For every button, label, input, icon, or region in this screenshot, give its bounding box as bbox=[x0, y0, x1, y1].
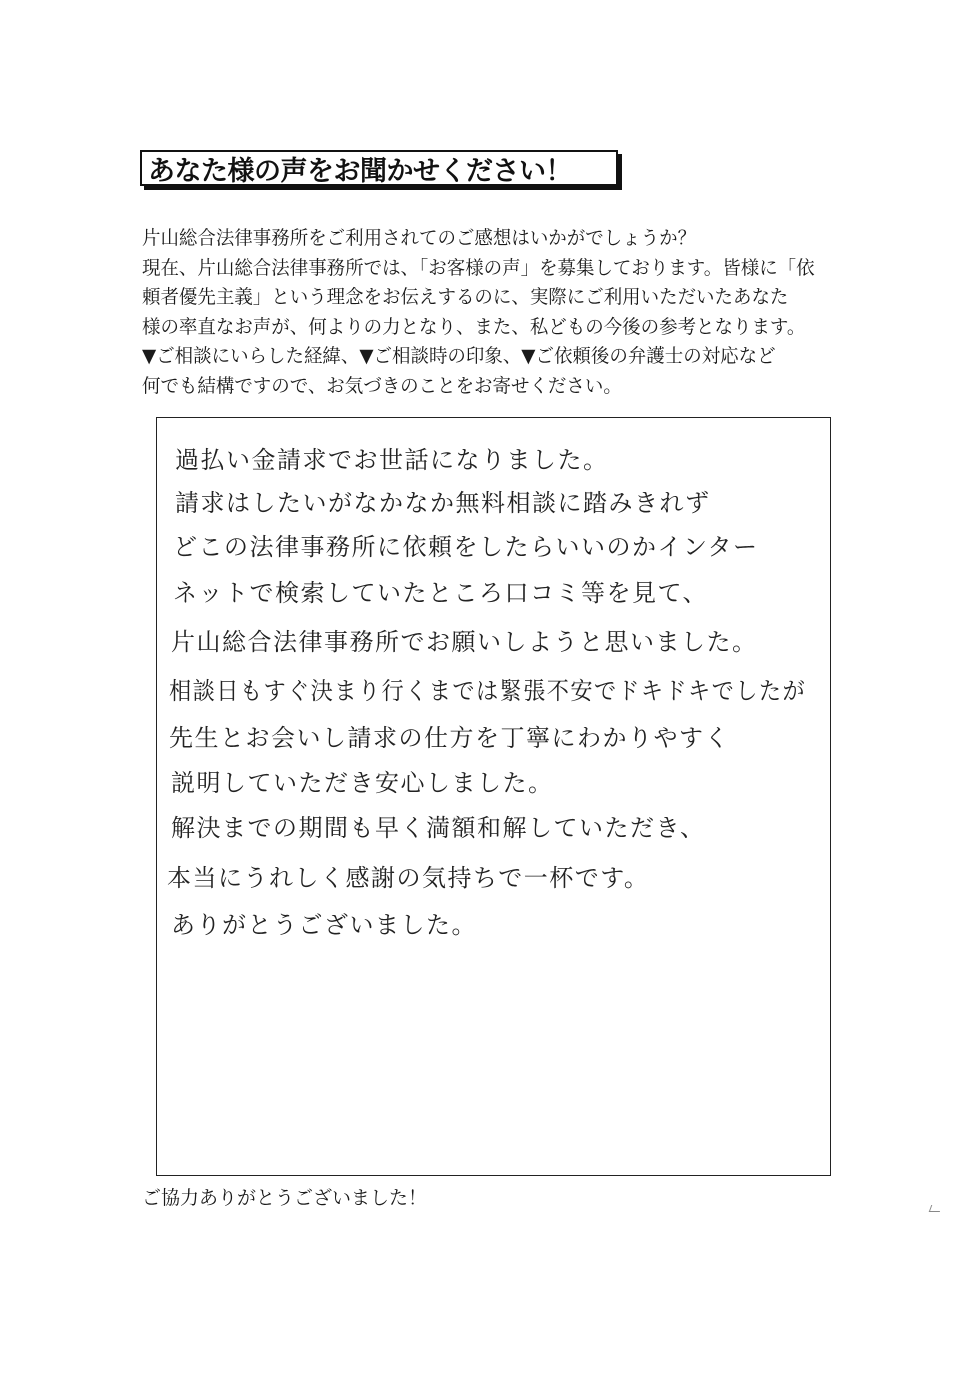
handwritten-line: 先生とお会いし請求の仕方を丁寧にわかりやすく bbox=[169, 724, 730, 752]
handwritten-comment-box bbox=[156, 417, 831, 1176]
scan-artifact bbox=[929, 1205, 943, 1212]
intro-line: 片山総合法律事務所をご利用されてのご感想はいかがでしょうか？ bbox=[142, 227, 697, 249]
intro-line: ▼ご相談にいらした経緯、▼ご相談時の印象、▼ご依頼後の弁護士の対応など bbox=[142, 345, 776, 367]
handwritten-line: 解決までの期間も早く満額和解していただき、 bbox=[171, 814, 706, 842]
intro-line: 頼者優先主義」という理念をお伝えするのに、実際にご利用いただいたあなた bbox=[142, 286, 789, 308]
handwritten-line: ネットで検索していたところ口コミ等を見て、 bbox=[173, 579, 709, 607]
intro-line: 現在、片山総合法律事務所では、「お客様の声」を募集しております。皆様に「依 bbox=[142, 256, 815, 279]
handwritten-line: どこの法律事務所に依頼をしたらいいのかインター bbox=[173, 533, 759, 561]
closing-thanks: ご協力ありがとうございました！ bbox=[142, 1187, 428, 1209]
handwritten-line: 説明していただき安心しました。 bbox=[171, 769, 554, 797]
page-title: あなた様の声をお聞かせください！ bbox=[148, 155, 572, 187]
intro-paragraph bbox=[142, 224, 862, 401]
intro-line: 様の率直なお声が、何よりの力となり、また、私どもの今後の参考となります。 bbox=[142, 315, 806, 338]
handwritten-line: 片山総合法律事務所でお願いしようと思いました。 bbox=[171, 628, 758, 656]
handwritten-line: 請求はしたいがなかなか無料相談に踏みきれず bbox=[175, 489, 711, 517]
handwritten-line: 本当にうれしく感謝の気持ちで一杯です。 bbox=[167, 864, 650, 892]
handwritten-line: 相談日もすぐ決まり行くまでは緊張不安でドキドキでしたが bbox=[169, 677, 807, 705]
title-banner bbox=[140, 150, 618, 186]
intro-line: 何でも結構ですので、お気づきのことをお寄せください。 bbox=[142, 374, 622, 397]
handwritten-line: ありがとうございました。 bbox=[171, 911, 477, 939]
handwritten-line: 過払い金請求でお世話になりました。 bbox=[175, 446, 609, 474]
